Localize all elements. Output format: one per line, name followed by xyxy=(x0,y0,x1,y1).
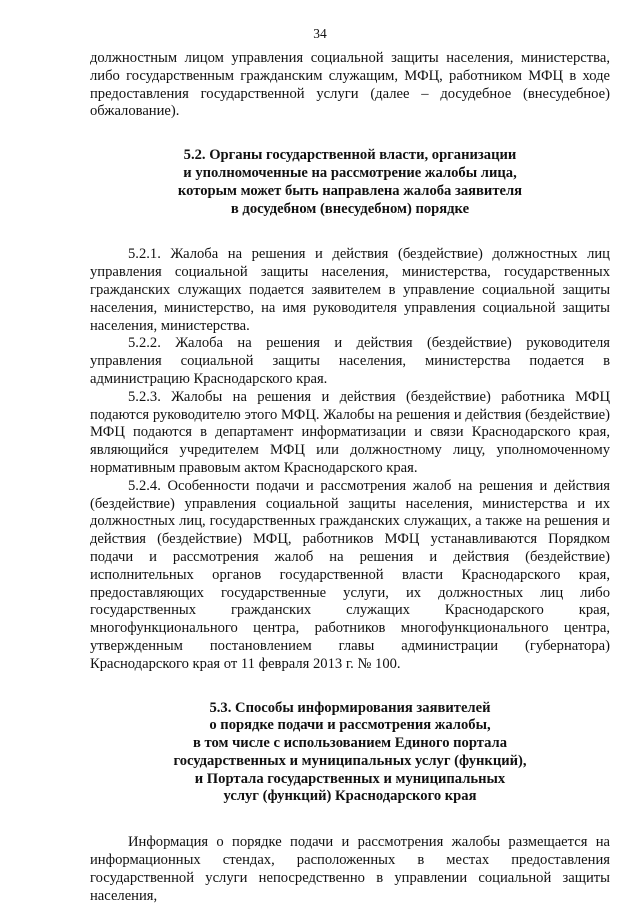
heading-line: которым может быть направлена жалоба заявителя xyxy=(177,182,523,199)
spacer xyxy=(90,674,610,700)
heading-line: государственных и муниципальных услуг (функций), xyxy=(173,752,527,769)
section-5-2-heading xyxy=(90,147,610,218)
spacer xyxy=(90,121,610,147)
paragraph-5-3-info: Информация о порядке подачи и рассмотрения жалобы размещается на информационных стендах, расположенных в местах предоставления государственной услуги непосредственно в управлении социальной защиты населения, xyxy=(90,834,610,904)
intro-paragraph: должностным лицом управления социальной защиты населения, министерства, либо государственным гражданским служащим, МФЦ, работником МФЦ в ходе предоставления государственной услуги (далее – досудебное (внесудебное) обжалование). xyxy=(90,50,610,120)
heading-line: о порядке подачи и рассмотрения жалобы, xyxy=(209,717,491,734)
heading-line: 5.2. Органы государственной власти, организации xyxy=(183,147,517,164)
document-body xyxy=(90,50,610,905)
heading-line: в досудебном (внесудебном) порядке xyxy=(230,200,470,217)
heading-line: и уполномоченные на рассмотрение жалобы лица, xyxy=(183,164,517,181)
heading-line: услуг (функций) Краснодарского края xyxy=(223,788,477,805)
heading-line: и Портала государственных и муниципальных xyxy=(194,770,506,787)
section-5-3-heading xyxy=(90,700,610,807)
heading-line: в том числе с использованием Единого портала xyxy=(192,735,508,752)
paragraph-5-2-1: 5.2.1. Жалоба на решения и действия (бездействие) должностных лиц управления социальной защиты населения, министерства, государственных гражданских служащих подается заявителем в управление социальной защиты населения, министерство, на имя руководителя управления социальной защиты населения, министерства. xyxy=(90,246,610,334)
page-number: 34 xyxy=(313,26,327,41)
spacer xyxy=(90,218,610,246)
heading-line: 5.3. Способы информирования заявителей xyxy=(209,699,491,716)
paragraph-5-2-4: 5.2.4. Особенности подачи и рассмотрения жалоб на решения и действия (бездействие) управления социальной защиты населения, министерства и их должностных лиц, государственных гражданских служащих, а также на решения и действия (бездействие) МФЦ, работников МФЦ устанавливаются Порядком подачи и рассмотрения жалоб на решения и действия (бездействие) исполнительных органов государственной власти Краснодарского края, предоставляющих государственные услуги, их должностных лиц либо государственных гражданских служащих Краснодарского края, многофункционального центра, работников многофункционального центра, утвержденным постановлением главы администрации (губернатора) Краснодарского края от 11 февраля 2013 г. № 100. xyxy=(90,477,610,672)
spacer xyxy=(90,806,610,834)
paragraph-5-2-3: 5.2.3. Жалобы на решения и действия (бездействие) работника МФЦ подаются руководителю этого МФЦ. Жалобы на решения и действия (бездействие) МФЦ подаются в департамент информатизации и связи Краснодарского края, являющийся учредителем МФЦ или должностному лицу, уполномоченному нормативным правовым актом Краснодарского края. xyxy=(90,388,610,476)
paragraph-5-2-2: 5.2.2. Жалоба на решения и действия (бездействие) руководителя управления социальной защиты населения, министерства подается в администрацию Краснодарского края. xyxy=(90,335,610,387)
